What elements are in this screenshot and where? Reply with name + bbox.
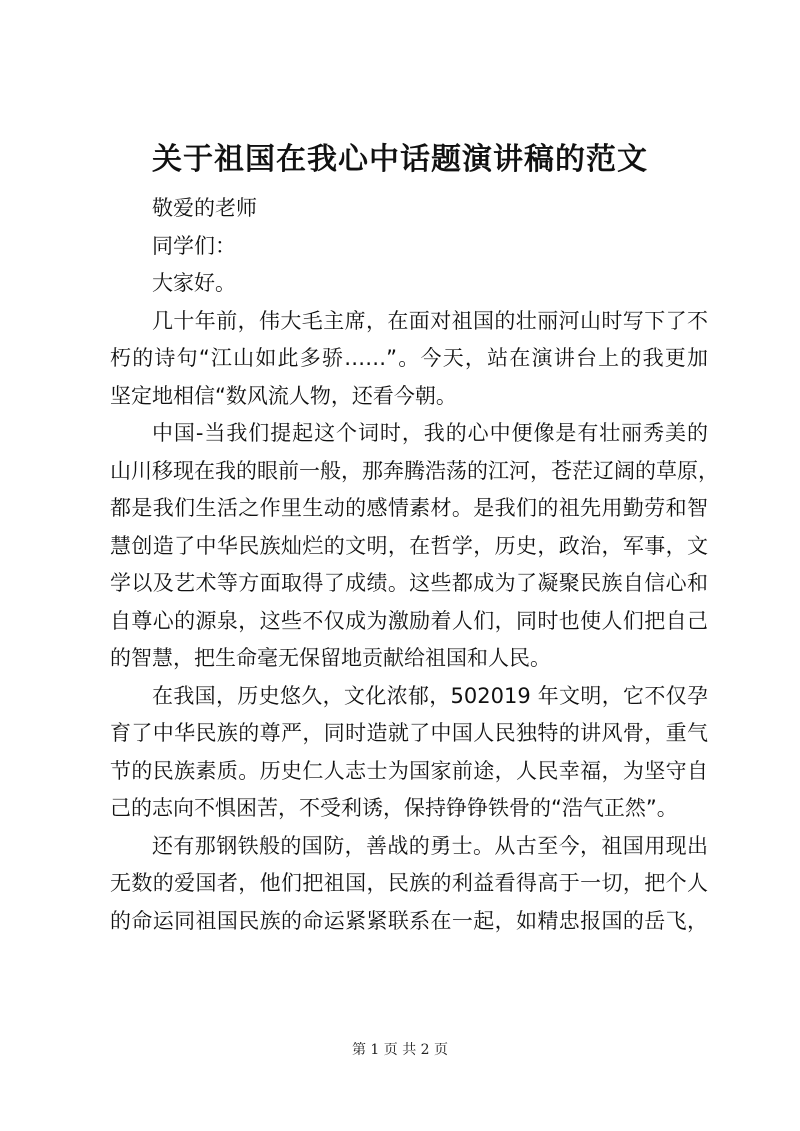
paragraph-line: 还有那钢铁般的国防，善战的勇士。从古至今，祖国用现出 xyxy=(152,833,708,858)
document-title: 关于祖国在我心中话题演讲稿的范文 xyxy=(152,142,648,177)
paragraph-line: 的命运同祖国民族的命运紧紧联系在一起，如精忠报国的岳飞， xyxy=(110,908,708,933)
document-body xyxy=(110,190,719,940)
page-footer: 第 1 页 共 2 页 xyxy=(351,1042,449,1058)
paragraph-line: 节的民族素质。历史仁人志士为国家前途，人民幸福，为坚守自 xyxy=(110,758,708,783)
salutation-line: 敬爱的老师 xyxy=(152,196,257,220)
paragraph-line: 自尊心的源泉，这些不仅成为激励着人们，同时也使人们把自己 xyxy=(110,608,708,633)
paragraph-line: 山川移现在我的眼前一般，那奔腾浩荡的江河，苍茫辽阔的草原， xyxy=(110,458,719,483)
salutation-line: 大家好。 xyxy=(152,271,236,295)
paragraph-line: 都是我们生活之作里生动的感情素材。是我们的祖先用勤劳和智 xyxy=(110,496,708,520)
paragraph-line: 的智慧，把生命毫无保留地贡献给祖国和人民。 xyxy=(110,646,551,670)
paragraph xyxy=(110,828,708,941)
paragraph xyxy=(110,303,708,416)
paragraph-line: 学以及艺术等方面取得了成绩。这些都成为了凝聚民族自信心和 xyxy=(110,571,708,595)
paragraph-line: 几十年前，伟大毛主席，在面对祖国的壮丽河山时写下了不 xyxy=(152,308,708,333)
paragraph-line: 己的志向不惧困苦，不受利诱，保持铮铮铁骨的“浩气正然”。 xyxy=(110,796,678,820)
paragraph-line: 坚定地相信“数风流人物，还看今朝。 xyxy=(110,383,457,408)
paragraph-line: 慧创造了中华民族灿烂的文明，在哲学，历史，政治，军事，文 xyxy=(110,533,708,558)
paragraph-line: 无数的爱国者，他们把祖国，民族的利益看得高于一切，把个人 xyxy=(110,871,708,895)
paragraph-line: 在我国，历史悠久，文化浓郁，502019 年文明，它不仅孕 xyxy=(152,683,708,708)
paragraph xyxy=(110,415,719,678)
paragraph xyxy=(110,678,708,828)
paragraph-line: 育了中华民族的尊严，同时造就了中国人民独特的讲风骨，重气 xyxy=(110,721,708,745)
salutation-line: 同学们： xyxy=(152,233,236,258)
paragraph-line: 朽的诗句“江山如此多骄……”。今天，站在演讲台上的我更加 xyxy=(110,346,708,370)
paragraph-line: 中国-当我们提起这个词时，我的心中便像是有壮丽秀美的 xyxy=(152,421,708,445)
